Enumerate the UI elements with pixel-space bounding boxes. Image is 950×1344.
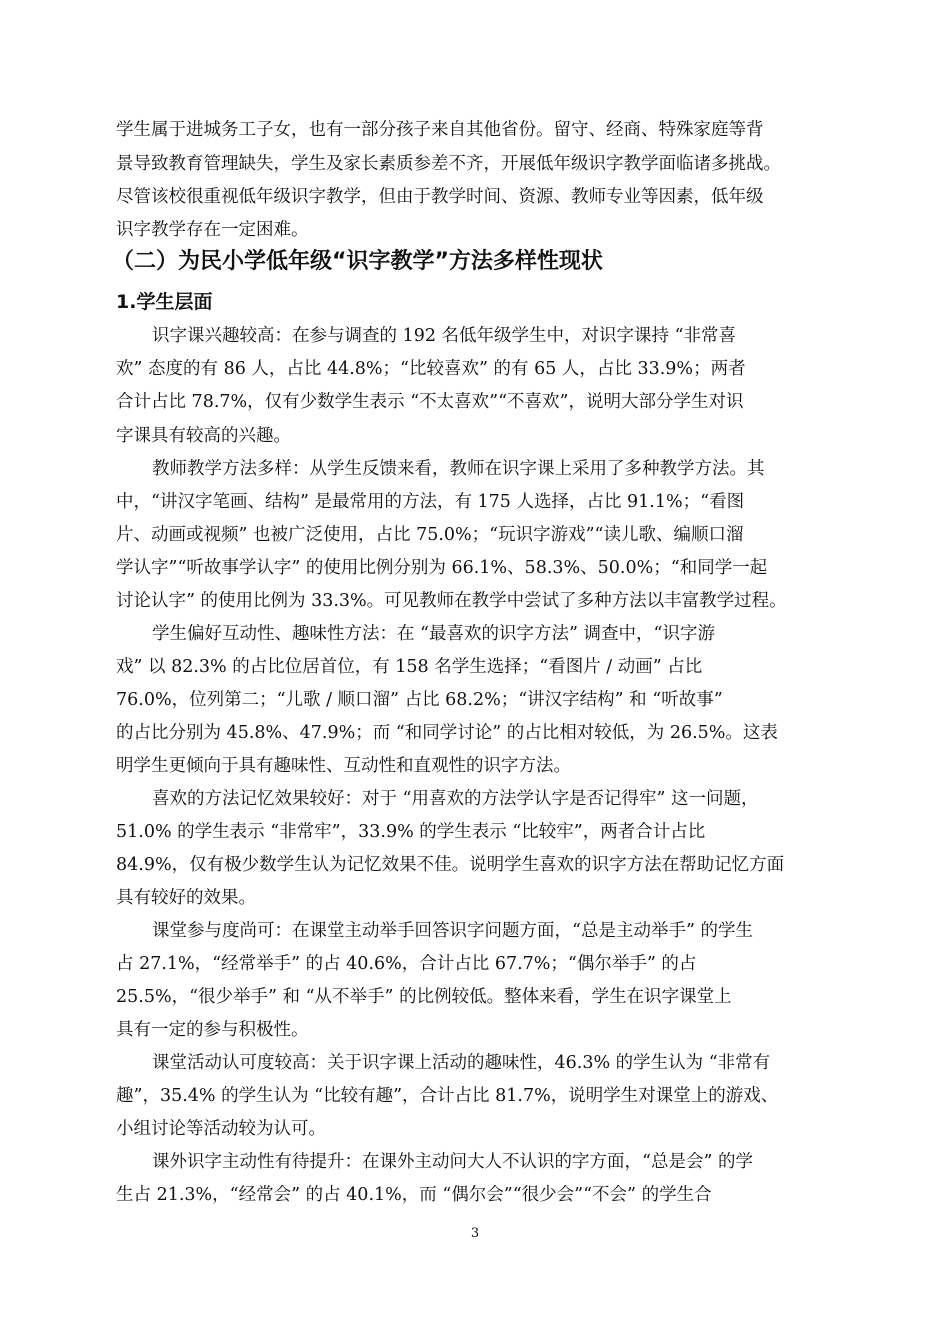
paragraph-line: 讨论认字” 的使用比例为 33.3%。可见教师在教学中尝试了多种方法以丰富教学过程。	[116, 591, 787, 611]
paragraph-line: 学认字”“听故事学认字” 的使用比例分别为 66.1%、58.3%、50.0%；“和同学一起	[116, 558, 768, 578]
paragraph-line: 教师教学方法多样：从学生反馈来看，教师在识字课上采用了多种教学方法。其	[152, 459, 765, 479]
paragraph-line: 识字课兴趣较高：在参与调查的 192 名低年级学生中，对识字课持 “非常喜	[152, 326, 737, 346]
paragraph-line: 学生偏好互动性、趣味性方法：在 “最喜欢的识字方法” 调查中，“识字游	[152, 624, 715, 644]
paragraph-line: 趣”，35.4% 的学生认为 “比较有趣”，合计占比 81.7%，说明学生对课堂上的游戏、	[116, 1086, 779, 1106]
paragraph-line: 76.0%，位列第二；“儿歌 / 顺口溜” 占比 68.2%；“讲汉字结构” 和 “听故事”	[116, 690, 723, 710]
paragraph-line: 明学生更倾向于具有趣味性、互动性和直观性的识字方法。	[116, 756, 571, 776]
paragraph-line: 84.9%，仅有极少数学生认为记忆效果不佳。说明学生喜欢的识字方法在帮助记忆方面	[116, 855, 785, 875]
paragraph-line: 戏” 以 82.3% 的占比位居首位，有 158 名学生选择；“看图片 / 动画” 占比	[116, 657, 703, 677]
paragraph-line: 课堂参与度尚可：在课堂主动举手回答识字问题方面，“总是主动举手” 的学生	[152, 921, 753, 941]
paragraph-line: 合计占比 78.7%，仅有少数学生表示 “不太喜欢”“不喜欢”，说明大部分学生对识	[116, 392, 744, 412]
paragraph-line: 具有一定的参与积极性。	[116, 1020, 309, 1040]
paragraph-line: 片、动画或视频” 也被广泛使用，占比 75.0%；“玩识字游戏”“读儿歌、编顺口溜	[116, 525, 744, 545]
section-heading: （二）为民小学低年级“识字教学”方法多样性现状	[112, 249, 603, 274]
paragraph-line: 课外识字主动性有待提升：在课外主动问大人不认识的字方面，“总是会” 的学	[152, 1152, 753, 1172]
paragraph-line: 具有较好的效果。	[116, 888, 256, 908]
paragraph-line: 课堂活动认可度较高：关于识字课上活动的趣味性，46.3% 的学生认为 “非常有	[152, 1053, 771, 1073]
paragraph-line: 字课具有较高的兴趣。	[116, 426, 291, 446]
intro-line-4: 识字教学存在一定困难。	[116, 220, 309, 240]
subsection-heading: 1.学生层面	[116, 291, 213, 313]
paragraph-line: 小组讨论等活动较为认可。	[116, 1119, 326, 1139]
intro-line-2: 景导致教育管理缺失，学生及家长素质参差不齐，开展低年级识字教学面临诸多挑战。	[116, 154, 781, 174]
paragraph-line: 喜欢的方法记忆效果较好：对于 “用喜欢的方法学认字是否记得牢” 这一问题，	[152, 789, 759, 809]
paragraph-line: 占 27.1%，“经常举手” 的占 40.6%，合计占比 67.7%；“偶尔举手” 的占	[116, 954, 697, 974]
paragraph-line: 51.0% 的学生表示 “非常牢”，33.9% 的学生表示 “比较牢”，两者合计占比	[116, 822, 706, 842]
intro-line-1: 学生属于进城务工子女，也有一部分孩子来自其他省份。留守、经商、特殊家庭等背	[116, 120, 764, 140]
paragraph-line: 欢” 态度的有 86 人，占比 44.8%；“比较喜欢” 的有 65 人，占比 33.9%；两者	[116, 359, 746, 379]
paragraph-line: 的占比分别为 45.8%、47.9%；而 “和同学讨论” 的占比相对较低，为 26.5%。这表	[116, 723, 778, 743]
paragraph-line: 25.5%，“很少举手” 和 “从不举手” 的比例较低。整体来看，学生在识字课堂上	[116, 987, 732, 1007]
intro-line-3: 尽管该校很重视低年级识字教学，但由于教学时间、资源、教师专业等因素，低年级	[116, 187, 764, 207]
paragraph-line: 生占 21.3%，“经常会” 的占 40.1%，而 “偶尔会”“很少会”“不会” 的学生合	[116, 1185, 712, 1205]
paragraph-line: 中，“讲汉字笔画、结构” 是最常用的方法，有 175 人选择，占比 91.1%；“看图	[116, 492, 745, 512]
page-number: 3	[470, 1226, 480, 1241]
